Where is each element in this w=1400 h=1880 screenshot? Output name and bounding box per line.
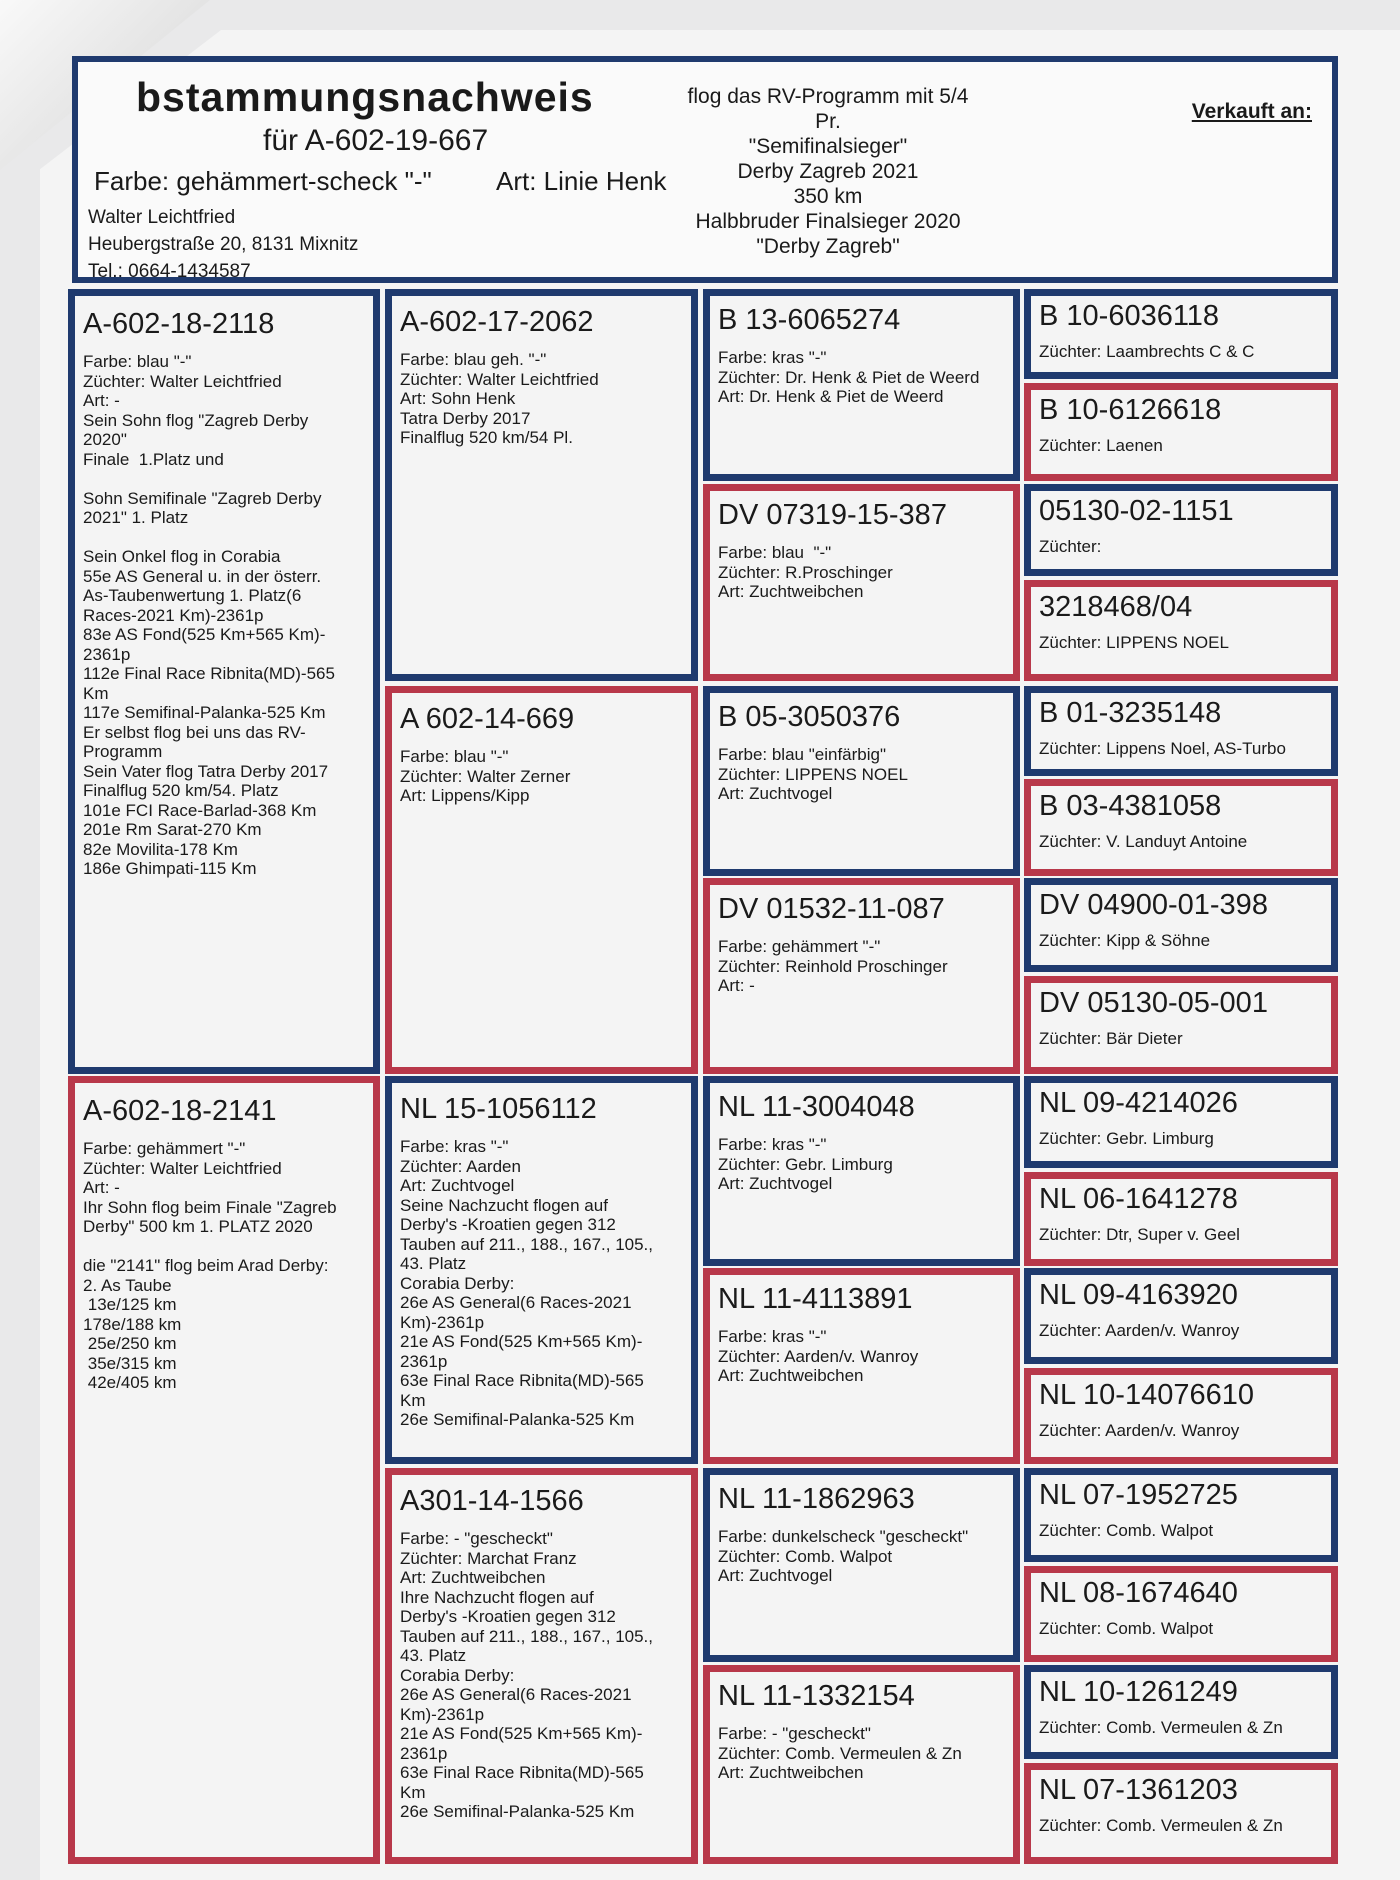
detail-line: Züchter: Aarden/v. Wanroy <box>1039 1421 1240 1440</box>
detail-line: 21e AS Fond(525 Km+565 Km)- <box>400 1724 643 1743</box>
ring-number: B 10-6036118 <box>1039 300 1220 332</box>
great-great-grandparent-box <box>1024 1076 1338 1168</box>
ring-number: NL 08-1674640 <box>1039 1577 1238 1609</box>
detail-line <box>83 1237 373 1257</box>
detail-line: 112e Final Race Ribnita(MD)-565 <box>83 664 335 683</box>
ring-number: NL 11-4113891 <box>718 1283 913 1315</box>
detail-line: 63e Final Race Ribnita(MD)-565 <box>400 1763 644 1782</box>
detail-line: Farbe: blau "-" <box>83 352 192 371</box>
pigeon-details <box>83 1139 373 1393</box>
detail-line: Art: Zuchtvogel <box>718 1566 833 1585</box>
grandparent-box <box>385 1076 698 1464</box>
detail-line: Farbe: blau geh. "-" <box>400 350 547 369</box>
detail-line: Farbe: blau "-" <box>400 747 509 766</box>
detail-line: Züchter: Marchat Franz <box>400 1548 577 1568</box>
detail-line: 2020" <box>83 430 127 449</box>
detail-line: 43. Platz <box>400 1254 467 1273</box>
pigeon-details <box>1039 633 1331 653</box>
pigeon-details <box>400 747 691 806</box>
main-color: Farbe: gehämmert-scheck "-" <box>94 166 432 196</box>
detail-line: Züchter: Walter Zerner <box>400 766 571 786</box>
detail-line: 82e Movilita-178 Km <box>83 839 238 859</box>
pigeon-details <box>718 745 1013 804</box>
ring-number: NL 11-1332154 <box>718 1680 915 1712</box>
owner-name: Walter Leichtfried <box>88 207 236 228</box>
detail-line: Ihr Sohn flog beim Finale "Zagreb <box>83 1197 337 1217</box>
detail-line: Tatra Derby 2017 <box>400 408 531 428</box>
great-great-grandparent-box <box>1024 1368 1338 1464</box>
main-ring-number: für A-602-19-667 <box>263 124 489 157</box>
owner-phone: Tel.: 0664-1434587 <box>88 261 251 282</box>
detail-line: Züchter: V. Landuyt Antoine <box>1039 832 1248 851</box>
pigeon-details <box>1039 739 1331 759</box>
detail-line: Derby's -Kroatien gegen 312 <box>400 1607 616 1626</box>
detail-line: 25e/250 km <box>83 1334 177 1353</box>
parent-sire-box <box>68 289 380 1074</box>
detail-line: die "2141" flog beim Arad Derby: <box>83 1256 329 1275</box>
detail-line: Art: Lippens/Kipp <box>400 786 530 805</box>
pigeon-details <box>1039 1421 1331 1441</box>
detail-line: Züchter: Comb. Walpot <box>1039 1521 1214 1540</box>
pedigree-header <box>72 56 1338 283</box>
great-great-grandparent-box <box>1024 1665 1338 1759</box>
great-great-grandparent-box <box>1024 686 1338 776</box>
ring-number: DV 04900-01-398 <box>1039 889 1268 921</box>
ring-number: B 10-6126618 <box>1039 394 1222 426</box>
ring-number: B 03-4381058 <box>1039 790 1222 822</box>
detail-line: 178e/188 km <box>83 1314 182 1334</box>
detail-line: Züchter: Walter Leichtfried <box>400 369 599 389</box>
ring-number: 05130-02-1151 <box>1039 495 1234 527</box>
pigeon-details <box>1039 1816 1331 1836</box>
detail-line: Art: Zuchtweibchen <box>718 1763 864 1782</box>
ring-number: NL 11-1862963 <box>718 1483 915 1515</box>
detail-line: 26e AS General(6 Races-2021 <box>400 1293 632 1312</box>
great-great-grandparent-box <box>1024 580 1338 681</box>
detail-line: Tauben auf 211., 188., 167., 105., <box>400 1234 653 1254</box>
pigeon-details <box>1039 342 1331 362</box>
ring-number: B 05-3050376 <box>718 701 901 733</box>
detail-line: Züchter: LIPPENS NOEL <box>718 764 908 784</box>
pigeon-details <box>718 1327 1013 1386</box>
great-great-grandparent-box <box>1024 1763 1338 1864</box>
ring-number: NL 11-3004048 <box>718 1091 915 1123</box>
detail-line: Sohn Semifinale "Zagreb Derby <box>83 488 322 508</box>
detail-line: Züchter: Comb. Walpot <box>718 1546 893 1566</box>
detail-line: 2361p <box>400 1743 448 1763</box>
detail-line: Züchter: Comb. Vermeulen & Zn <box>1039 1816 1283 1835</box>
detail-line: As-Taubenwertung 1. Platz(6 <box>83 586 302 605</box>
detail-line: Km <box>400 1782 426 1802</box>
document-title: bstammungsnachweis <box>136 74 594 120</box>
ring-number: NL 09-4163920 <box>1039 1279 1238 1311</box>
pigeon-details <box>1039 1029 1331 1049</box>
ring-number: NL 07-1361203 <box>1039 1774 1238 1806</box>
detail-line: Sein Sohn flog "Zagreb Derby <box>83 410 309 430</box>
great-great-grandparent-box <box>1024 383 1338 481</box>
pigeon-details <box>1039 1619 1331 1639</box>
pigeon-details <box>1039 931 1331 951</box>
detail-line: Km)-2361p <box>400 1312 485 1332</box>
achievement-line: 350 km <box>793 185 863 208</box>
detail-line: Corabia Derby: <box>400 1273 515 1293</box>
detail-line: Farbe: dunkelscheck "gescheckt" <box>718 1527 969 1546</box>
detail-line: Züchter: Laambrechts C & C <box>1039 342 1255 361</box>
detail-line: Farbe: kras "-" <box>718 1327 827 1346</box>
great-grandparent-box <box>703 289 1020 481</box>
detail-line: 2021" 1. Platz <box>83 508 189 527</box>
detail-line: Seine Nachzucht flogen auf <box>400 1195 608 1215</box>
pigeon-details <box>83 352 373 879</box>
great-great-grandparent-box <box>1024 289 1338 379</box>
pigeon-details <box>718 1527 1013 1586</box>
great-great-grandparent-box <box>1024 1468 1338 1562</box>
detail-line: Züchter: Aarden <box>400 1156 521 1176</box>
detail-line: Art: Zuchtweibchen <box>718 1366 864 1385</box>
detail-line: Art: Zuchtvogel <box>718 1174 833 1193</box>
detail-line: Farbe: - "gescheckt" <box>400 1529 553 1548</box>
detail-line: 26e Semifinal-Palanka-525 Km <box>400 1802 635 1821</box>
detail-line: Art: - <box>83 391 120 410</box>
pigeon-details <box>1039 1129 1331 1149</box>
great-great-grandparent-box <box>1024 878 1338 972</box>
detail-line: 21e AS Fond(525 Km+565 Km)- <box>400 1332 643 1351</box>
great-grandparent-box <box>703 686 1020 876</box>
ring-number: A 602-14-669 <box>400 703 575 735</box>
detail-line: Züchter: Bär Dieter <box>1039 1029 1183 1048</box>
detail-line: Farbe: blau "-" <box>718 543 832 562</box>
ring-number: NL 07-1952725 <box>1039 1479 1238 1511</box>
detail-line: Corabia Derby: <box>400 1665 515 1685</box>
ring-number: A-602-18-2118 <box>83 308 275 340</box>
detail-line: Finalflug 520 km/54 Pl. <box>400 428 573 447</box>
great-grandparent-box <box>703 1468 1020 1662</box>
great-grandparent-box <box>703 484 1020 681</box>
detail-line: Züchter: Comb. Vermeulen & Zn <box>1039 1718 1283 1737</box>
pigeon-details <box>718 348 1013 407</box>
detail-line: Km)-2361p <box>400 1704 485 1724</box>
ring-number: NL 06-1641278 <box>1039 1183 1238 1215</box>
detail-line: Ihre Nachzucht flogen auf <box>400 1587 594 1607</box>
pigeon-details <box>718 1724 1013 1783</box>
detail-line: 2. As Taube <box>83 1275 172 1295</box>
achievement-line: "Derby Zagreb" <box>756 235 900 258</box>
detail-line: Farbe: kras "-" <box>718 348 827 367</box>
great-great-grandparent-box <box>1024 779 1338 876</box>
detail-line: 26e Semifinal-Palanka-525 Km <box>400 1410 635 1429</box>
achievement-line: Halbbruder Finalsieger 2020 <box>695 210 961 233</box>
achievement-line: "Semifinalsieger" <box>748 135 908 158</box>
detail-line: Finale 1.Platz und <box>83 449 224 469</box>
ring-number: NL 10-1261249 <box>1039 1676 1238 1708</box>
detail-line: 201e Rm Sarat-270 Km <box>83 820 262 839</box>
detail-line: Farbe: kras "-" <box>718 1135 827 1154</box>
detail-line: 35e/315 km <box>83 1353 177 1373</box>
detail-line: Farbe: kras "-" <box>400 1137 509 1156</box>
pigeon-details <box>400 1529 691 1822</box>
detail-line: Finalflug 520 km/54. Platz <box>83 781 279 800</box>
achievements-block <box>668 84 988 259</box>
detail-line: Züchter: Lippens Noel, AS-Turbo <box>1039 739 1286 758</box>
parent-dam-box <box>68 1076 380 1864</box>
ring-number: DV 01532-11-087 <box>718 893 945 925</box>
achievement-line: flog das RV-Programm mit 5/4 <box>687 85 969 108</box>
detail-line: Races-2021 Km)-2361p <box>83 605 264 625</box>
detail-line: Züchter: LIPPENS NOEL <box>1039 633 1229 652</box>
pigeon-details <box>400 350 691 448</box>
detail-line: 43. Platz <box>400 1646 467 1665</box>
ring-number: B 13-6065274 <box>718 304 901 336</box>
detail-line: Km <box>400 1390 426 1410</box>
owner-address: Heubergstraße 20, 8131 Mixnitz <box>88 234 359 255</box>
ring-number: A301-14-1566 <box>400 1485 584 1517</box>
detail-line: Art: Sohn Henk <box>400 389 516 408</box>
pigeon-details <box>1039 1225 1331 1245</box>
detail-line: Programm <box>83 742 163 761</box>
pigeon-details <box>718 1135 1013 1194</box>
detail-line: Art: - <box>83 1178 120 1197</box>
detail-line: Sein Vater flog Tatra Derby 2017 <box>83 761 329 781</box>
ring-number: NL 15-1056112 <box>400 1093 597 1125</box>
detail-line: Züchter: R.Proschinger <box>718 562 893 582</box>
detail-line: Züchter: Walter Leichtfried <box>83 1158 282 1178</box>
detail-line: Derby" 500 km 1. PLATZ 2020 <box>83 1217 313 1236</box>
detail-line: Farbe: gehämmert "-" <box>718 937 881 956</box>
great-great-grandparent-box <box>1024 1566 1338 1662</box>
detail-line: Züchter: Dtr, Super v. Geel <box>1039 1225 1240 1244</box>
sold-to-label: Verkauft an: <box>1191 100 1312 123</box>
detail-line: Art: Zuchtweibchen <box>400 1568 546 1587</box>
detail-line: Züchter: Gebr. Limburg <box>1039 1129 1214 1148</box>
detail-line: 117e Semifinal-Palanka-525 Km <box>83 703 326 722</box>
pigeon-details <box>718 937 1013 996</box>
detail-line: 42e/405 km <box>83 1373 177 1392</box>
detail-line: Art: Zuchtweibchen <box>718 582 864 601</box>
detail-line: 13e/125 km <box>83 1295 177 1314</box>
detail-line: Sein Onkel flog in Corabia <box>83 547 281 566</box>
detail-line: Farbe: blau "einfärbig" <box>718 745 886 764</box>
detail-line: Farbe: gehämmert "-" <box>83 1139 246 1158</box>
detail-line: 101e FCI Race-Barlad-368 Km <box>83 800 317 820</box>
detail-line: Art: - <box>718 976 755 995</box>
detail-line: Km <box>83 683 109 703</box>
detail-line: Züchter: Comb. Walpot <box>1039 1619 1214 1638</box>
pigeon-details <box>1039 1521 1331 1541</box>
detail-line: Züchter: <box>1039 537 1102 556</box>
grandparent-box <box>385 1468 698 1864</box>
great-grandparent-box <box>703 1076 1020 1266</box>
grandparent-box <box>385 686 698 1074</box>
pigeon-details <box>1039 537 1331 557</box>
detail-line: Derby's -Kroatien gegen 312 <box>400 1215 616 1234</box>
ring-number: NL 09-4214026 <box>1039 1087 1238 1119</box>
pigeon-details <box>1039 832 1331 852</box>
detail-line: Art: Dr. Henk & Piet de Weerd <box>718 387 944 406</box>
pigeon-details <box>718 543 1013 602</box>
achievement-line: Derby Zagreb 2021 <box>737 160 919 183</box>
detail-line: Züchter: Comb. Vermeulen & Zn <box>718 1743 962 1763</box>
detail-line <box>83 469 373 489</box>
detail-line: Züchter: Walter Leichtfried <box>83 371 282 391</box>
detail-line: 186e Ghimpati-115 Km <box>83 859 257 878</box>
detail-line: Züchter: Aarden/v. Wanroy <box>1039 1321 1240 1340</box>
ring-number: 3218468/04 <box>1039 591 1193 623</box>
main-strain: Art: Linie Henk <box>496 166 667 196</box>
detail-line: Er selbst flog bei uns das RV- <box>83 722 306 742</box>
detail-line: 63e Final Race Ribnita(MD)-565 <box>400 1371 644 1390</box>
detail-line: Züchter: Aarden/v. Wanroy <box>718 1346 919 1366</box>
pigeon-details <box>1039 1718 1331 1738</box>
detail-line: Züchter: Reinhold Proschinger <box>718 956 948 976</box>
detail-line: Züchter: Kipp & Söhne <box>1039 931 1211 950</box>
great-grandparent-box <box>703 1268 1020 1464</box>
detail-line: Art: Zuchtvogel <box>400 1176 515 1195</box>
owner-block <box>88 204 358 285</box>
pigeon-details <box>1039 1321 1331 1341</box>
ring-number: A-602-18-2141 <box>83 1095 277 1127</box>
detail-line: Art: Zuchtvogel <box>718 784 833 803</box>
great-grandparent-box <box>703 1665 1020 1864</box>
pigeon-details <box>1039 436 1331 456</box>
detail-line: Züchter: Laenen <box>1039 436 1163 455</box>
detail-line <box>83 528 373 548</box>
pigeon-details <box>400 1137 691 1430</box>
great-great-grandparent-box <box>1024 484 1338 576</box>
great-grandparent-box <box>703 878 1020 1074</box>
ring-number: A-602-17-2062 <box>400 306 594 338</box>
detail-line: Züchter: Gebr. Limburg <box>718 1154 893 1174</box>
ring-number: DV 07319-15-387 <box>718 499 947 531</box>
great-great-grandparent-box <box>1024 1172 1338 1266</box>
great-great-grandparent-box <box>1024 1268 1338 1364</box>
great-great-grandparent-box <box>1024 976 1338 1074</box>
ring-number: DV 05130-05-001 <box>1039 987 1268 1019</box>
detail-line: 2361p <box>400 1351 448 1371</box>
detail-line: 55e AS General u. in der österr. <box>83 566 322 586</box>
achievement-line: Pr. <box>815 110 841 133</box>
ring-number: B 01-3235148 <box>1039 697 1222 729</box>
detail-line: Züchter: Dr. Henk & Piet de Weerd <box>718 367 980 387</box>
ring-number: NL 10-14076610 <box>1039 1379 1254 1411</box>
detail-line: 26e AS General(6 Races-2021 <box>400 1685 632 1704</box>
detail-line: Tauben auf 211., 188., 167., 105., <box>400 1626 653 1646</box>
detail-line: Farbe: - "gescheckt" <box>718 1724 871 1743</box>
detail-line: 2361p <box>83 644 131 664</box>
grandparent-box <box>385 289 698 681</box>
detail-line: 83e AS Fond(525 Km+565 Km)- <box>83 625 326 644</box>
